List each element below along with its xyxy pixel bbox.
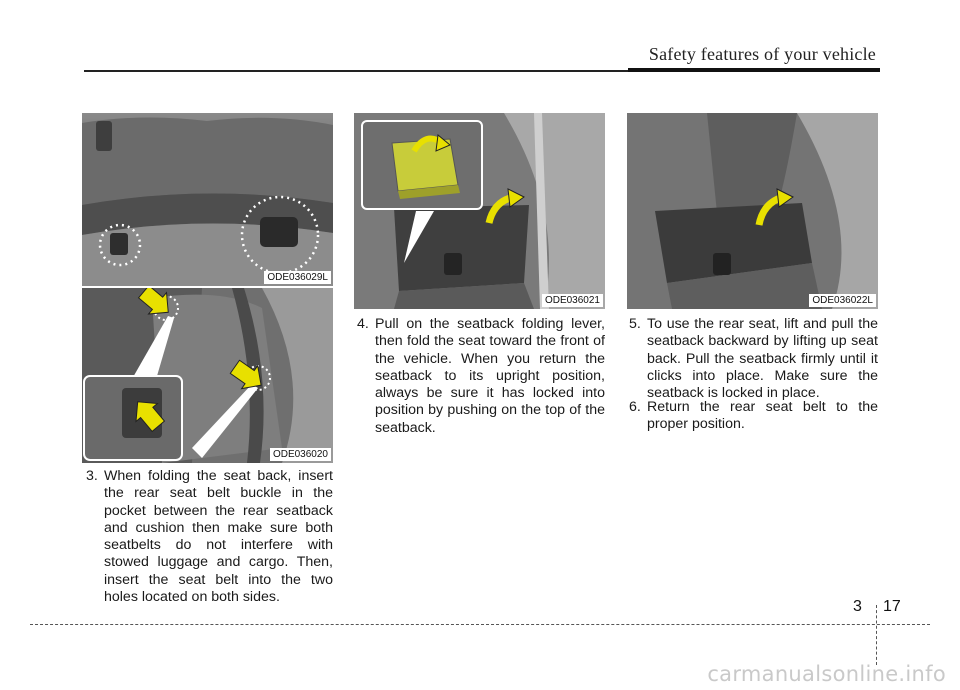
watermark: carmanualsonline.info [707, 662, 946, 686]
step-3 [86, 468, 333, 606]
footer-rule [30, 624, 930, 625]
step-text: When folding the seat back, insert the rear seat belt buckle in the pocket between the rear seatback and cushion then make sure both seatbelts do not interfere with stowed luggage and cargo. Then, insert the seat belt into the two holes located on both sides. [104, 468, 333, 606]
arrow-icon [82, 288, 333, 463]
chapter-number: 3 [853, 598, 862, 615]
curved-arrow-icon [627, 113, 878, 309]
step-number: 5. [629, 316, 641, 332]
step-number: 4. [357, 316, 369, 332]
step-5 [629, 316, 878, 402]
figure-seatback-folding-lever [354, 113, 605, 309]
figure-code-label: ODE036022L [809, 294, 876, 307]
step-number: 6. [629, 399, 641, 415]
section-title: Safety features of your vehicle [648, 44, 876, 64]
figure-seat-belt-holes [82, 288, 333, 463]
header-rule-accent [628, 68, 880, 72]
page-number: 17 [883, 598, 901, 615]
figure-code-label: ODE036029L [264, 271, 331, 284]
step-text: To use the rear seat, lift and pull the seatback backward by lifting up seat back. Pull the seatback firmly until it clicks into place. Make sure the seatback is locked in place. [647, 316, 878, 402]
figure-seatback-lift [627, 113, 878, 309]
footer-divider [876, 605, 877, 665]
figure-code-label: ODE036021 [542, 294, 603, 307]
step-number: 3. [86, 468, 98, 484]
step-4 [357, 316, 605, 437]
figure-seat-belt-pockets [82, 113, 333, 286]
step-6 [629, 399, 878, 434]
rotate-arrow-icon [354, 113, 605, 309]
figure-code-label: ODE036020 [270, 448, 331, 461]
step-text: Return the rear seat belt to the proper position. [647, 399, 878, 433]
step-text: Pull on the seatback folding lever, then fold the seat toward the front of the vehicle. When you return the seatback to its upright position, always be sure it has locked into position by pushing on the top of the seatback. [375, 316, 605, 436]
